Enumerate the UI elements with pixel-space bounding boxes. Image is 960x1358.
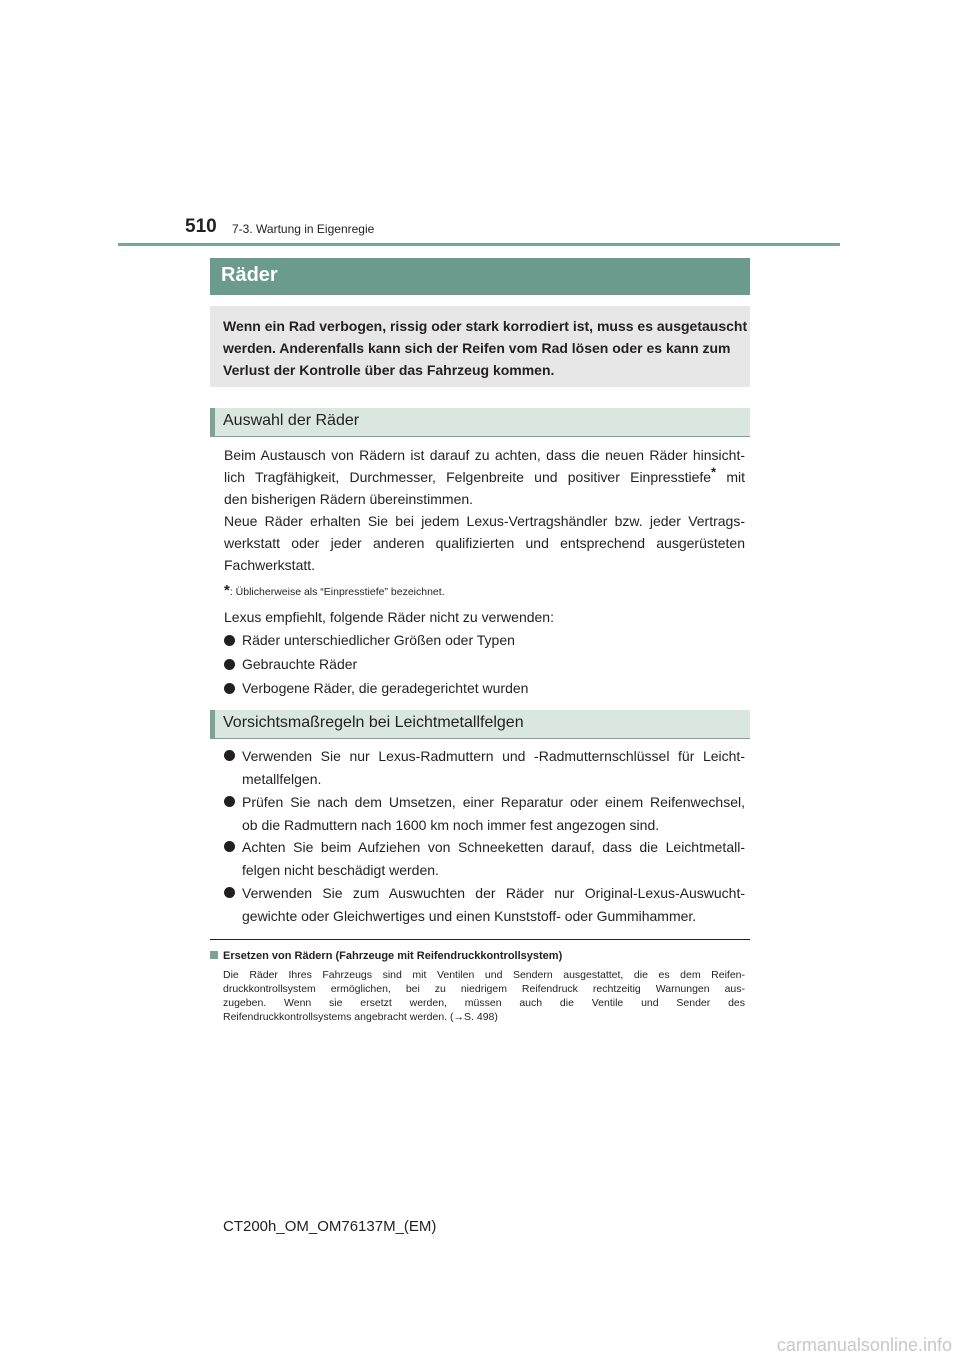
note-heading-text: Ersetzen von Rädern (Fahrzeuge mit Reifendruckkontrollsystem) [223,950,563,962]
section-heading-text: Auswahl der Räder [223,412,360,429]
document-code: CT200h_OM_OM76137M_(EM) [223,1218,437,1235]
intro-line: Verlust der Kontrolle über das Fahrzeug kommen. [223,362,555,378]
square-bullet-icon [210,951,218,959]
list-item-text: gewichte oder Gleichwertiges und einen Kunststoff- oder Gummihammer. [242,907,697,924]
list-item-text: felgen nicht beschädigt werden. [242,861,439,878]
footnote-marker: * [711,464,717,480]
paragraph-line: Beim Austausch von Rädern ist darauf zu achten, dass die neuen Räder hinsicht- [224,447,745,463]
list-item-text: Gebrauchte Räder [242,656,358,672]
paragraph-text: lich Tragfähigkeit, Durchmesser, Felgenbreite und positiver Einpresstiefe [224,469,712,485]
footnote-star: * [224,582,230,599]
intro-line: werden. Anderenfalls kann sich der Reifen vom Rad lösen oder es kann zum [223,340,731,356]
list-item-text: Verwenden Sie zum Auswuchten der Räder nur Original-Lexus-Auswucht- [242,885,745,901]
list-item-text: Prüfen Sie nach dem Umsetzen, einer Reparatur oder einem Reifenwechsel, [242,794,745,810]
note-line: druckkontrollsystem ermöglichen, bei zu niedrigem Reifendruck rechtzeitig Warnungen aus- [223,983,745,995]
list-item-text: metallfelgen. [242,770,322,787]
section-heading-alloy-precautions [210,710,750,739]
list-item [224,746,745,791]
page-title-bar [210,258,750,295]
intro-line: Wenn ein Rad verbogen, rissig oder stark korrodiert ist, muss es ausgetauscht [223,318,748,334]
footnote-text: : Üblicherweise als “Einpresstiefe” bezeichnet. [229,586,445,598]
list-item-text: Räder unterschiedlicher Größen oder Typen [242,632,515,648]
bullet-icon [224,887,235,898]
bullet-icon [224,841,235,852]
list-item-text: Verbogene Räder, die geradegerichtet wurden [242,680,529,696]
bullet-icon [224,659,235,670]
bullet-icon [224,750,235,761]
list-item [224,837,745,882]
section-stripe [210,408,215,437]
paragraph-line: Neue Räder erhalten Sie bei jedem Lexus-Vertragshändler bzw. jeder Vertrags- [224,513,745,529]
footnote [224,582,445,599]
paragraph-line: den bisherigen Rädern übereinstimmen. [224,491,474,507]
bullet-icon [224,796,235,807]
list-item-text: Verwenden Sie nur Lexus-Radmuttern und -Radmutternschlüssel für Leicht- [242,748,745,764]
note-heading [210,950,562,962]
list-item [224,678,528,698]
list-item [224,654,357,674]
note-line: Die Räder Ihres Fahrzeugs sind mit Ventilen und Sendern ausgestattet, die es dem Reifen- [223,969,745,981]
paragraph-line: werkstatt oder jeder anderen qualifizierten und entsprechend ausgerüsteten [224,535,745,551]
paragraph-line: Fachwerkstatt. [224,557,316,573]
section-stripe [210,710,215,739]
bullet-icon [224,683,235,694]
chapter-title: 7-3. Wartung in Eigenregie [232,222,375,236]
paragraph-line [224,464,746,487]
recommendation-text: Lexus empfiehlt, folgende Räder nicht zu verwenden: [224,609,554,625]
paragraph-text: mit [716,469,746,485]
page-title: Räder [221,264,278,286]
intro-box [210,306,750,387]
section-heading-wheel-selection [210,408,750,437]
note-line: zugeben. Wenn sie ersetzt werden, müssen auch die Ventile und Sender des [223,997,745,1009]
bullet-icon [224,635,235,646]
watermark: carmanualsonline.info [776,1335,952,1355]
section-heading-text: Vorsichtsmaßregeln bei Leichtmetallfelgen [223,714,524,731]
list-item [224,630,515,650]
note-divider [210,939,750,940]
list-item [224,883,745,928]
header-divider [118,243,840,246]
list-item-text: Achten Sie beim Aufziehen von Schneeketten darauf, dass die Leichtmetall- [242,839,745,855]
page-number: 510 [185,216,217,237]
note-line: Reifendruckkontrollsystems angebracht werden. (→S. 498) [223,1011,498,1023]
list-item-text: ob die Radmuttern nach 1600 km noch immer fest angezogen sind. [242,816,660,833]
list-item [224,792,745,837]
